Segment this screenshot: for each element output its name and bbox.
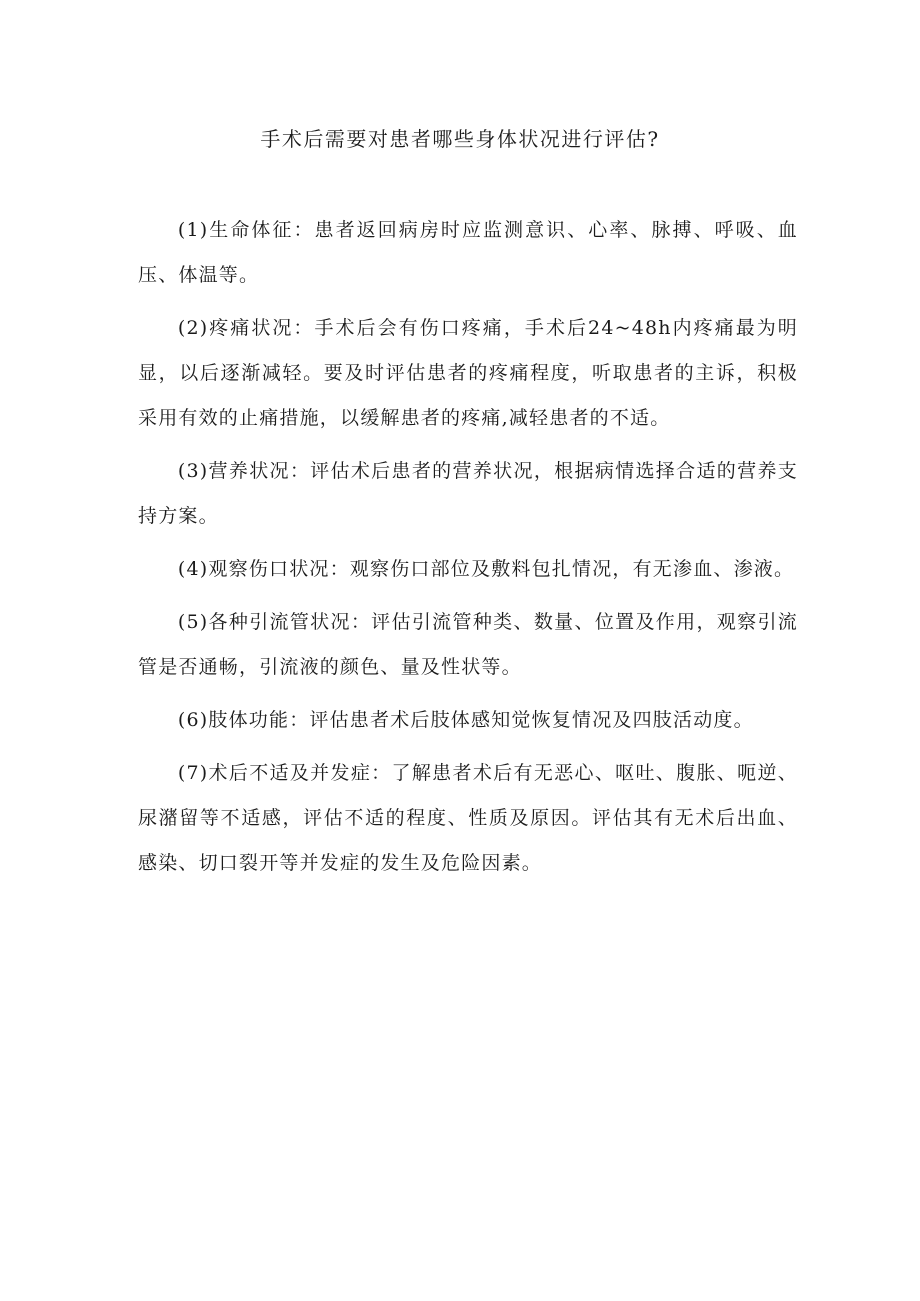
paragraph-limb-function: (6)肢体功能：评估患者术后肢体感知觉恢复情况及四肢活动度。 [177, 709, 754, 731]
paragraph-nutrition-status: (3)营养状况：评估术后患者的营养状况，根据病情选择合适的营养支持方案。 [138, 460, 798, 527]
document-title: 手术后需要对患者哪些身体状况进行评估? [260, 127, 660, 151]
document-body [138, 208, 798, 894]
paragraph-complications: (7)术后不适及并发症：了解患者术后有无恶心、呕吐、腹胀、呃逆、尿潴留等不适感，评估不适的程度、性质及原因。评估其有无术后出血、感染、切口裂开等并发症的发生及危险因素。 [138, 762, 798, 874]
paragraph-drainage-tubes: (5)各种引流管状况：评估引流管种类、数量、位置及作用，观察引流管是否通畅，引流液的颜色、量及性状等。 [138, 611, 798, 678]
paragraph-pain-status: (2)疼痛状况：手术后会有伤口疼痛，手术后24~48h内疼痛最为明显，以后逐渐减轻。要及时评估患者的疼痛程度，听取患者的主诉，积极采用有效的止痛措施，以缓解患者的疼痛,减轻患者的不适。 [138, 317, 798, 429]
paragraph-wound-status: (4)观察伤口状况：观察伤口部位及敷料包扎情况，有无渗血、渗液。 [177, 558, 795, 580]
paragraph-vital-signs: (1)生命体征：患者返回病房时应监测意识、心率、脉搏、呼吸、血压、体温等。 [138, 219, 798, 286]
